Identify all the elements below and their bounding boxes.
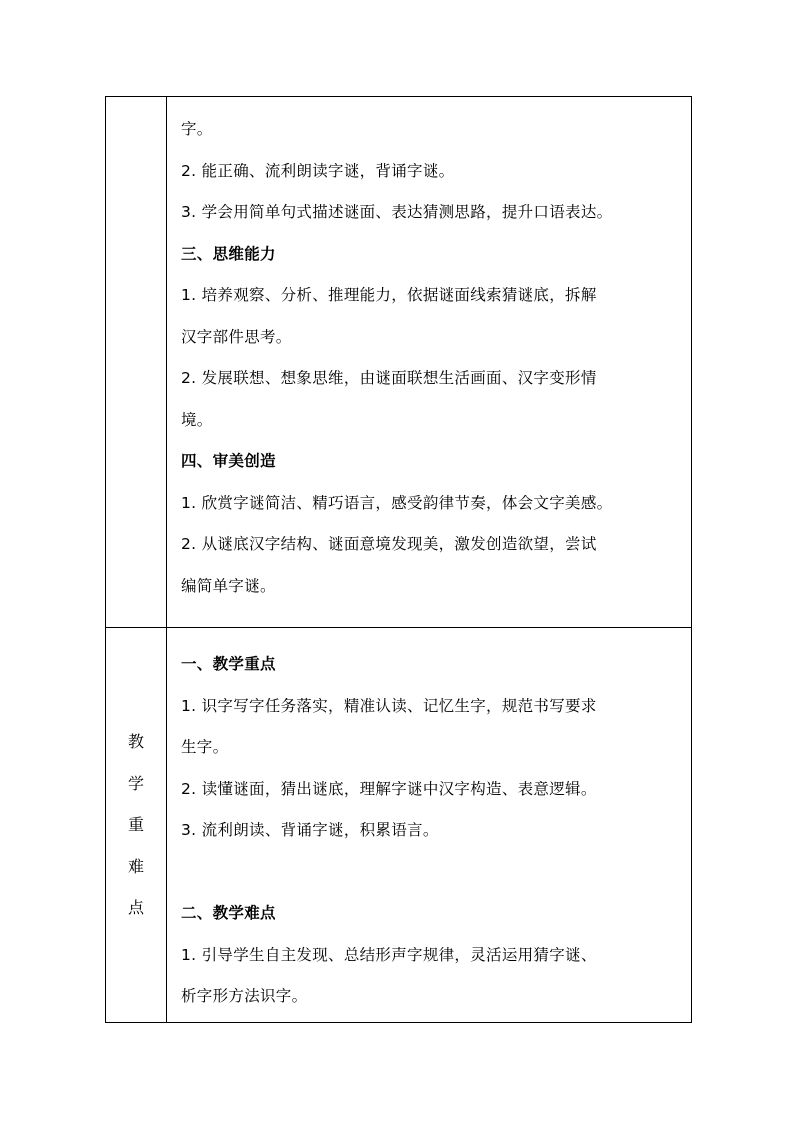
section-heading-aesthetic: 四、审美创造: [181, 452, 276, 470]
label-char: 教: [127, 732, 144, 752]
body-line: 3. 流利朗读、背诵字谜，积累语言。: [181, 821, 439, 839]
table-row-objectives: [106, 97, 692, 628]
body-line: 生字。: [181, 738, 229, 756]
body-line: 字。: [181, 120, 213, 138]
body-line: 1. 引导学生自主发现、总结形声字规律，灵活运用猜字谜、: [181, 945, 597, 964]
body-line: 1. 欣赏字谜简洁、精巧语言，感受韵律节奏，体会文字美感。: [181, 493, 613, 512]
body-line: 1. 培养观察、分析、推理能力，依据谜面线索猜谜底，拆解: [181, 286, 597, 304]
key-difficult-content-cell: [167, 628, 692, 1023]
body-line: 2. 发展联想、想象思维，由谜面联想生活画面、汉字变形情: [181, 369, 597, 387]
body-line: 汉字部件思考。: [181, 327, 292, 346]
section-heading-key-points: 一、教学重点: [181, 655, 276, 673]
label-char: 点: [127, 898, 144, 918]
label-char: 难: [127, 856, 144, 876]
body-line: 2. 能正确、流利朗读字谜，背诵字谜。: [181, 161, 455, 180]
blank-line: [181, 852, 681, 894]
lesson-plan-table: [105, 96, 692, 1023]
body-line: 1. 识字写字任务落实，精准认读、记忆生字，规范书写要求: [181, 696, 597, 715]
row-label-key-difficult-points: [106, 628, 166, 1022]
table-row-key-difficult-points: [106, 628, 692, 1023]
body-line: 境。: [181, 410, 213, 429]
body-line: 3. 学会用简单句式描述谜面、表达猜测思路，提升口语表达。: [181, 203, 613, 221]
body-line: 析字形方法识字。: [181, 987, 308, 1005]
label-char: 重: [127, 815, 144, 835]
body-line: 2. 从谜底汉字结构、谜面意境发现美，激发创造欲望，尝试: [181, 535, 597, 553]
row-label-cell-empty: [106, 97, 167, 628]
label-char: 学: [127, 773, 144, 793]
section-heading-difficult-points: 二、教学难点: [181, 904, 276, 922]
section-heading-thinking: 三、思维能力: [181, 244, 276, 263]
row-label-cell: [106, 628, 167, 1023]
objectives-content-cell: [167, 97, 692, 628]
body-line: 编简单字谜。: [181, 576, 276, 595]
body-line: 2. 读懂谜面，猜出谜底，理解字谜中汉字构造、表意逻辑。: [181, 779, 597, 798]
